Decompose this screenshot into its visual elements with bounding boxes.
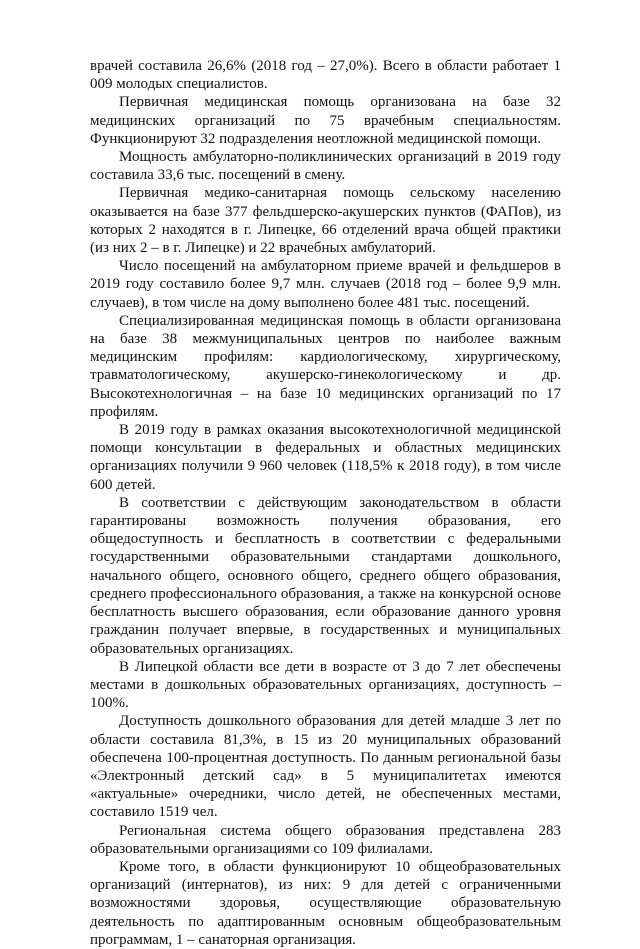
paragraph: Первичная медицинская помощь организована на базе 32 медицинских организаций по 75 врачебным специальностям. Функционируют 32 подразделения неотложной медицинской помощи. [90, 94, 561, 147]
document-page [90, 57, 561, 949]
paragraph: Кроме того, в области функционируют 10 общеобразовательных организаций (интернатов), из них: 9 для детей с ограниченными возможностями здоровья, осуществляющие образовательную деятельность по адаптированным основным общеобразовательным программам, 1 – санаторная организация. [90, 858, 561, 948]
paragraph: врачей составила 26,6% (2018 год – 27,0%). Всего в области работает 1 009 молодых специалистов. [90, 58, 561, 93]
paragraph: Число посещений на амбулаторном приеме врачей и фельдшеров в 2019 году составило более 9,7 млн. случаев (2018 год – более 9,9 млн. случаев), в том числе на дому выполнено более 481 тыс. посещений. [90, 258, 561, 311]
paragraph: В 2019 году в рамках оказания высокотехнологичной медицинской помощи консультации в федеральных и областных медицинских организациях получили 9 960 человек (118,5% к 2018 году), в том числе 600 детей. [90, 422, 561, 493]
paragraph: Региональная система общего образования представлена 283 образовательными организациями со 109 филиалами. [90, 822, 561, 857]
paragraph: Мощность амбулаторно-поликлинических организаций в 2019 году составила 33,6 тыс. посещений в смену. [90, 149, 561, 184]
paragraph: Доступность дошкольного образования для детей младше 3 лет по области составила 81,3%, в 15 из 20 муниципальных образований обеспечена 100-процентная доступность. По данным региональной базы «Электронный детский сад» в 5 муниципалитетах имеются «актуальные» очередники, число детей, не обеспеченных местами, составило 1519 чел. [90, 713, 561, 821]
paragraph: Первичная медико-санитарная помощь сельскому населению оказывается на базе 377 фельдшерско-акушерских пунктов (ФАПов), из которых 2 находятся в г. Липецке, 66 отделений врача общей практики (из них 2 – в г. Липецке) и 22 врачебных амбулаторий. [90, 185, 561, 257]
paragraph: В Липецкой области все дети в возрасте от 3 до 7 лет обеспечены местами в дошкольных образовательных организациях, доступность – 100%. [90, 658, 561, 712]
paragraph: Специализированная медицинская помощь в области организована на базе 38 межмуниципальных центров по наиболее важным медицинским профилям: кардиологическому, хирургическому, травматологическому, акушерско-гинекологическому и др. Высокотехнологичная – на базе 10 медицинских организаций по 17 профилям. [90, 312, 561, 420]
paragraph: В соответствии с действующим законодательством в области гарантированы возможность получения образования, его общедоступность и бесплатность в соответствии с федеральными государственными образовательными стандартами дошкольного, начального общего, основного общего, среднего общего образования, среднего профессионального образования, а также на конкурсной основе бесплатность высшего образования, если образование данного уровня гражданин получает впервые, в государственных и муниципальных образовательных организациях. [90, 494, 561, 657]
